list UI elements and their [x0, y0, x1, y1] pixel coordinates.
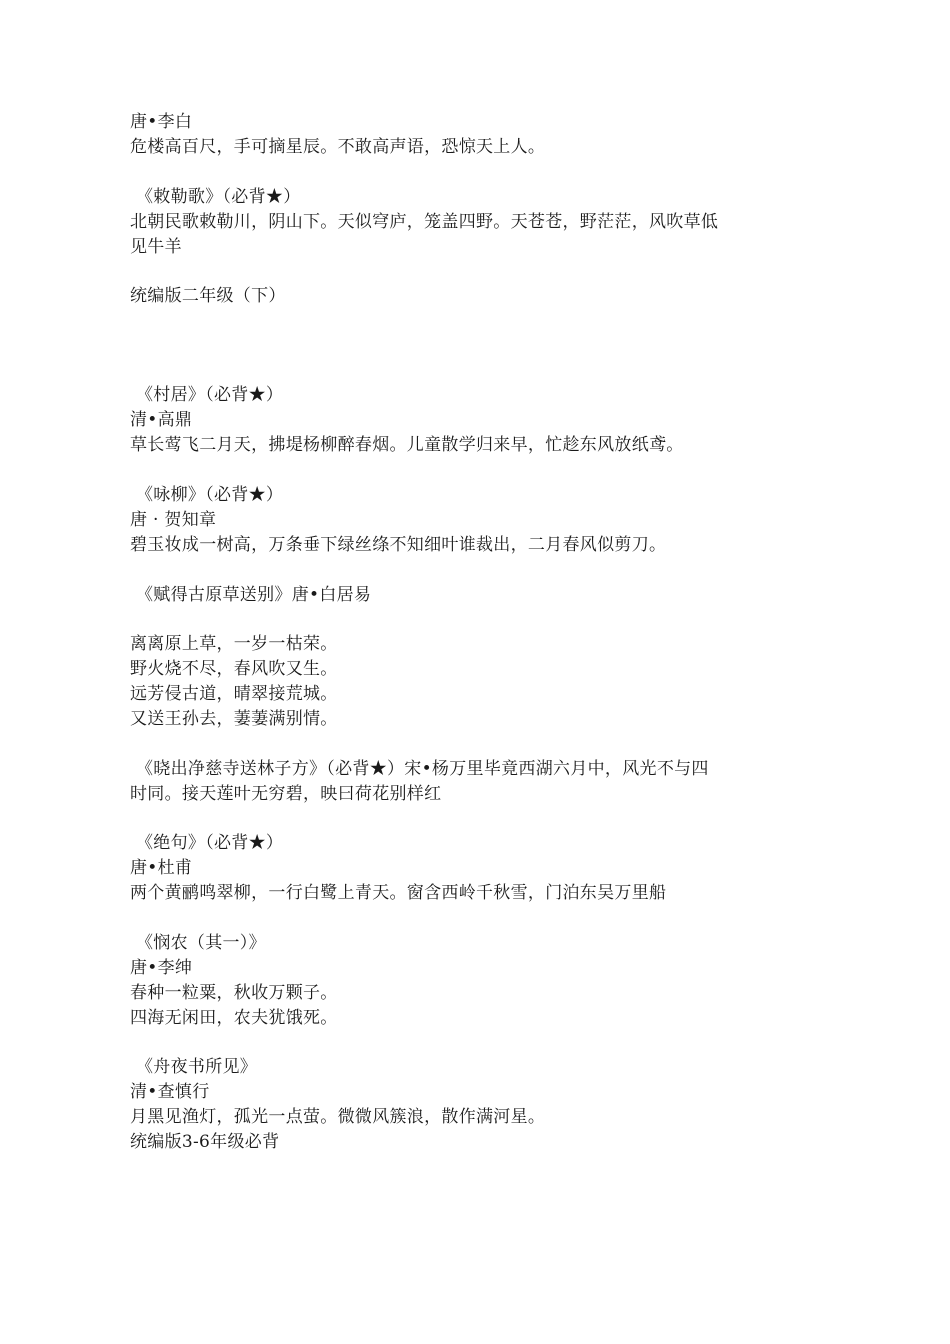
section-heading: 统编版二年级（下）	[130, 286, 286, 306]
poem-title: 《悯农（其一）》	[136, 933, 266, 953]
poem-text: 远芳侵古道，晴翠接荒城。	[130, 684, 338, 704]
poem-text: 春种一粒粟，秋收万颗子。	[130, 983, 338, 1003]
poem-title: 《舟夜书所见》	[136, 1057, 258, 1077]
poem-text: 野火烧不尽，春风吹又生。	[130, 659, 338, 679]
poem-text: 又送王孙去，萋萋满别情。	[130, 709, 338, 729]
poem-author: 唐•杜甫	[130, 858, 193, 878]
poem-title: 《村居》（必背★）	[136, 385, 284, 405]
poem-text: 碧玉妆成一树高，万条垂下绿丝绦不知细叶谁裁出，二月春风似剪刀。	[130, 535, 667, 555]
poem-author: 唐•李绅	[130, 958, 193, 978]
poem-text: 离离原上草，一岁一枯荣。	[130, 634, 338, 654]
poem-title: 《赋得古原草送别》唐•白居易	[136, 585, 372, 605]
poem-text: 北朝民歌敕勒川，阴山下。天似穹庐，笼盖四野。天苍苍，野茫茫，风吹草低	[130, 212, 719, 232]
poem-title: 《敕勒歌》（必背★）	[136, 187, 301, 207]
poem-text: 危楼高百尺，手可摘星辰。不敢高声语，恐惊天上人。	[130, 137, 546, 157]
poem-title: 《绝句》（必背★）	[136, 833, 284, 853]
poem-text: 见牛羊	[130, 237, 182, 257]
poem-author: 唐•李白	[130, 112, 193, 132]
poem-title: 《晓出净慈寺送林子方》（必背★）宋•杨万里毕竟西湖六月中，风光不与四	[136, 759, 709, 779]
poem-text: 两个黄鹂鸣翠柳，一行白鹭上青天。窗含西岭千秋雪，门泊东吴万里船	[130, 883, 667, 903]
poem-author: 清•高鼎	[130, 410, 193, 430]
poem-author: 唐 · 贺知章	[130, 510, 217, 530]
poem-author: 清•查慎行	[130, 1082, 210, 1102]
poem-text: 时同。接天莲叶无穷碧，映曰荷花别样红	[130, 784, 442, 804]
poem-title: 《咏柳》（必背★）	[136, 485, 284, 505]
poem-text: 四海无闲田，农夫犹饿死。	[130, 1008, 338, 1028]
section-heading: 统编版3-6年级必背	[130, 1132, 280, 1152]
poem-text: 草长莺飞二月天，拂堤杨柳醉春烟。儿童散学归来早，忙趁东风放纸鸢。	[130, 435, 684, 455]
poem-text: 月黑见渔灯，孤光一点萤。微微风簇浪，散作满河星。	[130, 1107, 546, 1127]
